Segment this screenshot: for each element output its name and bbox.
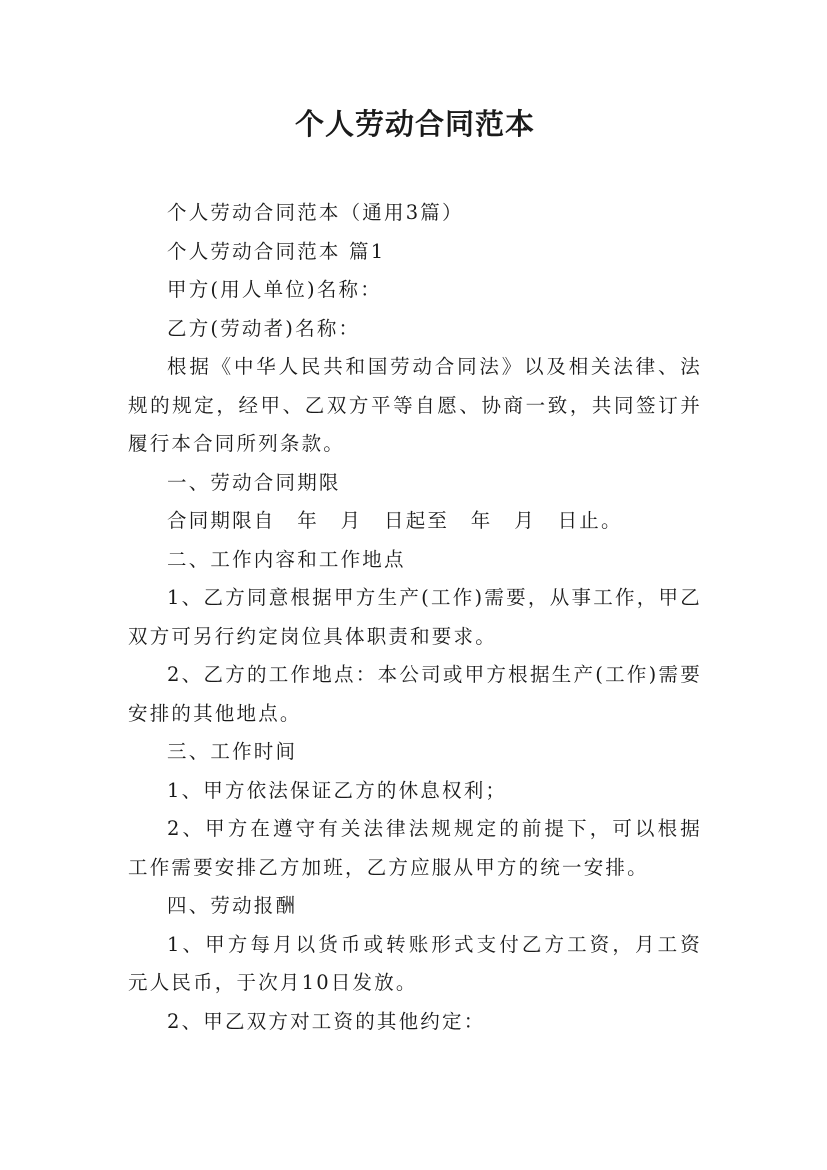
paragraph-subtitle: 个人劳动合同范本（通用3篇） bbox=[167, 201, 464, 224]
section-heading-term: 一、劳动合同期限 bbox=[167, 470, 341, 494]
paragraph-hours-2: 2、甲方在遵守有关法律法规规定的前提下，可以根据工作需要安排乙方加班，乙方应服从甲方的统一安排。 bbox=[128, 817, 702, 879]
paragraph-preamble: 根据《中华人民共和国劳动合同法》以及相关法律、法规的规定，经甲、乙双方平等自愿、协商一致，共同签订并履行本合同所列条款。 bbox=[128, 355, 702, 455]
paragraph-work-2: 2、乙方的工作地点：本公司或甲方根据生产(工作)需要安排的其他地点。 bbox=[128, 663, 702, 725]
paragraph-hours-1: 1、甲方依法保证乙方的休息权利； bbox=[167, 778, 508, 802]
paragraph-pay-1: 1、甲方每月以货币或转账形式支付乙方工资，月工资元人民币，于次月10日发放。 bbox=[128, 932, 702, 994]
document-body bbox=[128, 194, 702, 1041]
paragraph-pay-2: 2、甲乙双方对工资的其他约定： bbox=[167, 1009, 486, 1033]
document-title: 个人劳动合同范本 bbox=[294, 107, 535, 141]
section-heading-work: 二、工作内容和工作地点 bbox=[167, 547, 406, 571]
paragraph-party-a: 甲方(用人单位)名称： bbox=[167, 278, 382, 301]
paragraph-work-1: 1、乙方同意根据甲方生产(工作)需要，从事工作，甲乙双方可另行约定岗位具体职责和要求。 bbox=[128, 586, 702, 648]
paragraph-part-heading: 个人劳动合同范本 篇1 bbox=[167, 239, 386, 263]
paragraph-party-b: 乙方(劳动者)名称： bbox=[167, 316, 361, 340]
section-heading-hours: 三、工作时间 bbox=[167, 740, 298, 763]
section-heading-pay: 四、劳动报酬 bbox=[167, 894, 298, 917]
paragraph-term-dates: 合同期限自 年 月 日起至 年 月 日止。 bbox=[167, 509, 623, 532]
